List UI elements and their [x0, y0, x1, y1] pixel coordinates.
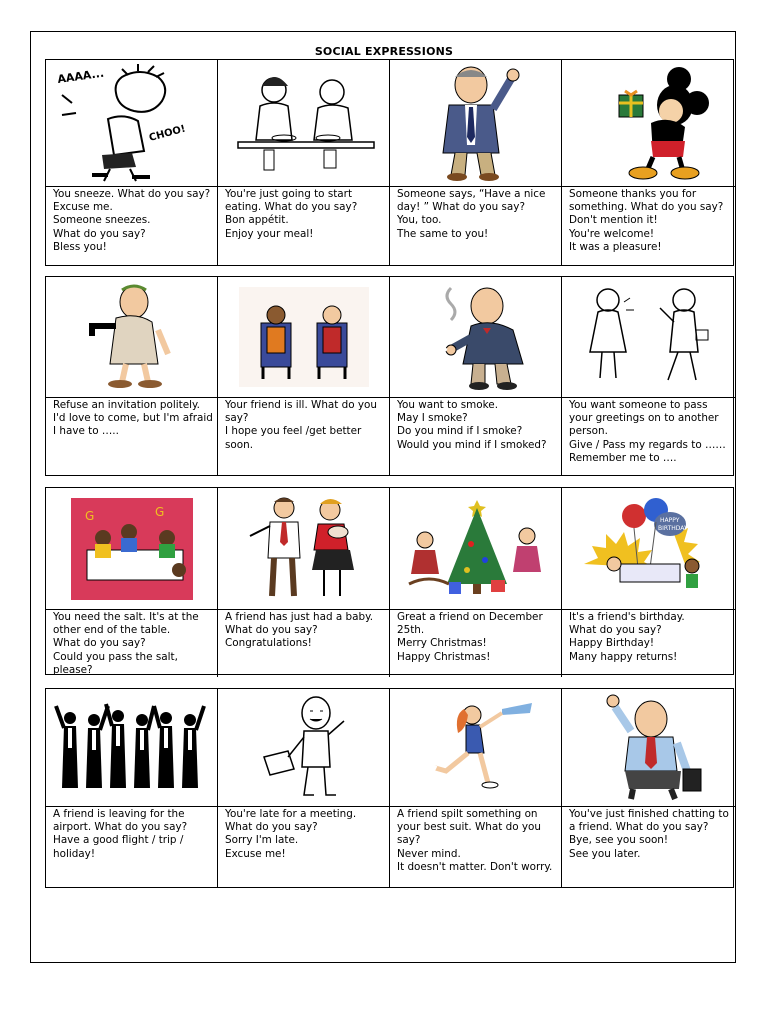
svg-text:G: G — [84, 508, 94, 523]
card-salt — [46, 488, 218, 677]
card-eating — [218, 60, 390, 265]
mickey-mouse-gift-icon — [562, 60, 735, 187]
card-text: You need the salt. It's at the other end of the table. What do you say? Could you pass the salt, please? — [53, 611, 199, 676]
card-regards — [562, 277, 735, 475]
card-text: A friend spilt something on your best suit. What do you say? Never mind. It doesn't matter. Don't worry. — [397, 808, 553, 873]
balloon-text-happy: HAPPY — [659, 516, 679, 524]
dinner-table-icon — [46, 488, 217, 610]
page-title: SOCIAL EXPRESSIONS — [314, 45, 454, 58]
card-text: It's a friend's birthday. What do you say? Happy Birthday! Many happy returns! — [569, 611, 685, 663]
card-text: You've just finished chatting to a friend. What do you say? Bye, see you soon! See you later. — [569, 808, 729, 860]
pic-text-choo: CHOO! — [147, 123, 187, 144]
spilling-woman-icon — [390, 689, 561, 807]
waving-businessman-icon — [562, 689, 735, 807]
pic-text-aaaa: AAAA... — [56, 66, 105, 86]
late-man-briefcase-icon — [218, 689, 389, 807]
card-text: Someone says, “Have a nice day! ” What do you say? You, too. The same to you! — [397, 188, 546, 240]
card-nice-day — [390, 60, 562, 265]
card-ill — [218, 277, 390, 475]
couple-with-baby-icon — [218, 488, 389, 610]
row-2 — [45, 276, 734, 476]
row-4 — [45, 688, 734, 888]
card-text: A friend has just had a baby. What do you say? Congratulations! — [225, 611, 374, 650]
balloon-text-birthday: BIRTHDAY — [657, 524, 688, 532]
card-text: Refuse an invitation politely. I'd love to come, but I'm afraid I have to ….. — [53, 399, 213, 438]
card-text: You sneeze. What do you say? Excuse me. Someone sneezes. What do you say? Bless you! — [53, 188, 211, 253]
card-refuse — [46, 277, 218, 475]
card-text: Your friend is ill. What do you say? I hope you feel /get better soon. — [225, 399, 377, 451]
card-text: Someone thanks you for something. What do you say? Don't mention it! You're welcome! It was a pleasure! — [569, 188, 724, 253]
card-text: You're just going to start eating. What do you say? Bon appétit. Enjoy your meal! — [225, 188, 358, 240]
smoking-man-icon — [390, 277, 561, 398]
card-smoke — [390, 277, 562, 475]
waving-man-icon — [390, 60, 561, 187]
card-baby — [218, 488, 390, 677]
svg-text:G: G — [154, 504, 164, 519]
card-late — [218, 689, 390, 887]
card-bye — [562, 689, 735, 887]
card-text: A friend is leaving for the airport. What do you say? Have a good flight / trip / holiday! — [53, 808, 188, 860]
row-3 — [45, 487, 734, 675]
card-spilt — [390, 689, 562, 887]
card-text: You want someone to pass your greetings on to another person. Give / Pass my regards to …… Remember me to …. — [569, 399, 726, 464]
greeting-women-icon — [562, 277, 735, 398]
christmas-tree-family-icon — [390, 488, 561, 610]
card-thanks — [562, 60, 735, 265]
waving-crowd-icon — [46, 689, 217, 807]
dining-couple-icon — [218, 60, 389, 187]
card-christmas — [390, 488, 562, 677]
card-airport — [46, 689, 218, 887]
row-1 — [45, 59, 734, 266]
sneezing-boy-icon — [46, 60, 217, 187]
card-sneeze — [46, 60, 218, 265]
card-birthday — [562, 488, 735, 677]
card-text: You want to smoke. May I smoke? Do you mind if I smoke? Would you mind if I smoked? — [397, 399, 547, 451]
card-text: Great a friend on December 25th. Merry Christmas! Happy Christmas! — [397, 611, 543, 663]
thumbs-down-man-icon — [46, 277, 217, 398]
birthday-party-icon — [562, 488, 735, 610]
card-text: You're late for a meeting. What do you say? Sorry I'm late. Excuse me! — [225, 808, 357, 860]
sick-friends-icon — [218, 277, 389, 398]
